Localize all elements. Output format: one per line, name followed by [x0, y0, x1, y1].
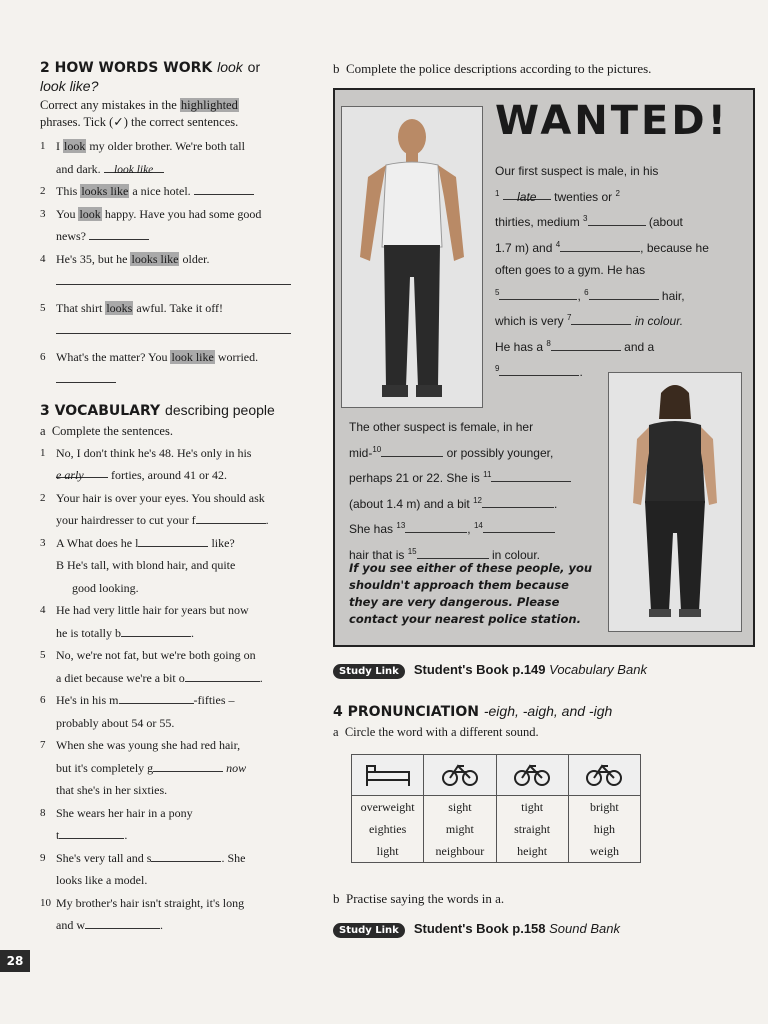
- s3-item-6-blank[interactable]: [119, 690, 194, 704]
- word-column-1: [352, 796, 424, 863]
- word[interactable]: might: [445, 822, 474, 836]
- wanted-6-blank[interactable]: [589, 286, 659, 300]
- s3-item-8-blank[interactable]: [59, 825, 124, 839]
- female-figure-icon: [609, 373, 741, 631]
- word[interactable]: eighties: [368, 822, 407, 836]
- male-figure-icon: [342, 107, 482, 407]
- s2-item-1: 1 I look my older brother. We're both tall and dark. look like: [40, 139, 245, 176]
- word[interactable]: high: [593, 822, 616, 836]
- bike-icon: [584, 758, 624, 788]
- top-banner-faint: [330, 0, 768, 30]
- page-number: 28: [0, 950, 30, 972]
- s2-item-6-blank[interactable]: [56, 369, 116, 383]
- section-3-instruction: a Complete the sentences.: [40, 423, 173, 438]
- bike-icon: [512, 758, 552, 788]
- wanted-9-blank[interactable]: [499, 362, 579, 376]
- s2-item-4-blank[interactable]: [56, 271, 291, 285]
- s3-item-2-blank[interactable]: [196, 510, 266, 524]
- right-column: [333, 58, 743, 936]
- s3-item-1-answer[interactable]: e arly: [56, 464, 108, 478]
- word[interactable]: tight: [521, 800, 544, 814]
- wanted-title: WANTED!: [495, 98, 729, 144]
- study-link-badge: Study Link: [333, 923, 405, 938]
- bike-icon: [440, 758, 480, 788]
- left-column: [40, 58, 322, 937]
- bike-icon-cell-1: [424, 755, 496, 796]
- s2-item-2-blank[interactable]: [194, 181, 254, 195]
- word[interactable]: height: [517, 844, 548, 858]
- study-link-vocabulary[interactable]: Study Link Student's Book p.149 Vocabulary Bank: [333, 661, 647, 679]
- s3-item-5-blank[interactable]: [185, 668, 260, 682]
- wanted-3-blank[interactable]: [588, 212, 646, 226]
- word[interactable]: overweight: [360, 800, 415, 814]
- s3-item-4-blank[interactable]: [121, 623, 191, 637]
- s3-item-9-blank[interactable]: [151, 848, 221, 862]
- wanted-1-answer[interactable]: late: [503, 186, 551, 200]
- study-link-badge: Study Link: [333, 664, 405, 679]
- word-column-2: [424, 796, 496, 863]
- section-3-title: 3 VOCABULARY describing people: [40, 401, 275, 419]
- s2-item-6: 6 What's the matter? You look like worried.: [40, 346, 322, 391]
- s2-item-4: 4 He's 35, but he looks like older.: [40, 248, 322, 293]
- s3-item-1: 1 No, I don't think he's 48. He's only in his e arly forties, around 41 or 42.: [40, 445, 252, 482]
- section-2-instruction: Correct any mistakes in the highlighted phrases. Tick (✓) the correct sentences.: [40, 98, 239, 129]
- warning-text: If you see either of these people, you shouldn't approach them because they are very dangerous. Please contact your nearest police station.: [349, 561, 593, 626]
- s2-item-1-answer[interactable]: look like: [104, 159, 164, 173]
- section-4-part-b: b Practise saying the words in a.: [333, 891, 505, 906]
- part-b-instruction: b Complete the police descriptions according to the pictures.: [333, 61, 652, 76]
- word[interactable]: straight: [514, 822, 551, 836]
- bed-icon-cell: [352, 755, 424, 796]
- s3-item-6: 6 He's in his m -fifties – probably about 54 or 55.: [40, 689, 322, 734]
- s3-item-10: 10 My brother's hair isn't straight, it's long and w .: [40, 895, 245, 932]
- section-2-items: [40, 135, 322, 391]
- s3-item-7-blank[interactable]: [153, 758, 223, 772]
- wanted-11-blank[interactable]: [491, 468, 571, 482]
- s3-item-8: 8 She wears her hair in a pony t .: [40, 805, 193, 842]
- wanted-14-blank[interactable]: [483, 519, 555, 533]
- section-3-items: [40, 442, 322, 937]
- female-description: The other suspect is female, in her mid-$^{10}$ or possibly younger, perhaps 21 or 22. She is $^{11}$ (about 1.4 m) and a bit $^{12}$ . She has $^{13}$ , $^{14}$ hair that is $^{15}$ in colour.: [349, 416, 609, 566]
- s2-item-3-blank[interactable]: [89, 226, 149, 240]
- word[interactable]: bright: [590, 800, 619, 814]
- section-4-instruction: a Circle the word with a different sound.: [333, 725, 539, 739]
- study-link-sound[interactable]: Study Link Student's Book p.158 Sound Bank: [333, 920, 620, 938]
- s3-item-5: 5 No, we're not fat, but we're both going on a diet because we're a bit o .: [40, 648, 263, 685]
- word[interactable]: weigh: [589, 844, 620, 858]
- s2-item-5-blank[interactable]: [56, 320, 291, 334]
- word-column-4: [568, 796, 640, 863]
- s3-item-2: 2 Your hair is over your eyes. You should ask your hairdresser to cut your f .: [40, 490, 269, 527]
- wanted-10-blank[interactable]: [381, 443, 443, 457]
- word[interactable]: neighbour: [435, 844, 485, 858]
- s3-item-10-blank[interactable]: [85, 915, 160, 929]
- bike-icon-cell-3: [568, 755, 640, 796]
- pronunciation-table: [351, 754, 641, 863]
- section-4-title: 4 PRONUNCIATION -eigh, -aigh, and -igh: [333, 703, 613, 720]
- s3-item-9: 9 She's very tall and s . She looks like a model.: [40, 847, 322, 892]
- bike-icon-cell-2: [496, 755, 568, 796]
- s3-item-4: 4 He had very little hair for years but now he is totally b .: [40, 603, 249, 640]
- wanted-13-blank[interactable]: [405, 519, 467, 533]
- wanted-poster: [333, 88, 755, 647]
- s2-item-3: 3 You look happy. Have you had some good news?: [40, 206, 262, 243]
- bed-icon: [363, 758, 413, 788]
- section-2-title: 2 HOW WORDS WORK look or: [40, 59, 261, 76]
- word[interactable]: light: [376, 844, 399, 858]
- male-description: Our first suspect is male, in his $^1$ late twenties or $^2$ thirties, medium $^3$ (about 1.7 m) and $^4$ , because he often goes to a gym. He has $^5$ , $^6$ hair, which is very $^7$ in colour. He has a $^8$ and a $^9$ .: [495, 164, 709, 379]
- wanted-15-blank[interactable]: [417, 545, 489, 559]
- wanted-7-blank[interactable]: [571, 311, 631, 325]
- s3-item-3: 3 A What does he l like? B He's tall, with blond hair, and quite good looking.: [40, 532, 322, 600]
- wanted-8-blank[interactable]: [551, 337, 621, 351]
- word-column-3: [496, 796, 568, 863]
- wanted-5-blank[interactable]: [499, 286, 577, 300]
- s2-item-5: 5 That shirt looks awful. Take it off!: [40, 297, 322, 342]
- wanted-4-blank[interactable]: [560, 238, 640, 252]
- female-suspect-image: [608, 372, 742, 632]
- word[interactable]: sight: [448, 800, 472, 814]
- wanted-12-blank[interactable]: [482, 494, 554, 508]
- male-suspect-image: [341, 106, 483, 408]
- s3-item-3-blank[interactable]: [138, 533, 208, 547]
- s2-item-2: 2 This looks like a nice hotel.: [40, 180, 322, 203]
- s3-item-7: 7 When she was young she had red hair, but it's completely g now that she's in her sixties.: [40, 738, 247, 797]
- section-4: [333, 702, 743, 743]
- section-2-title-line2: look like?: [40, 78, 99, 94]
